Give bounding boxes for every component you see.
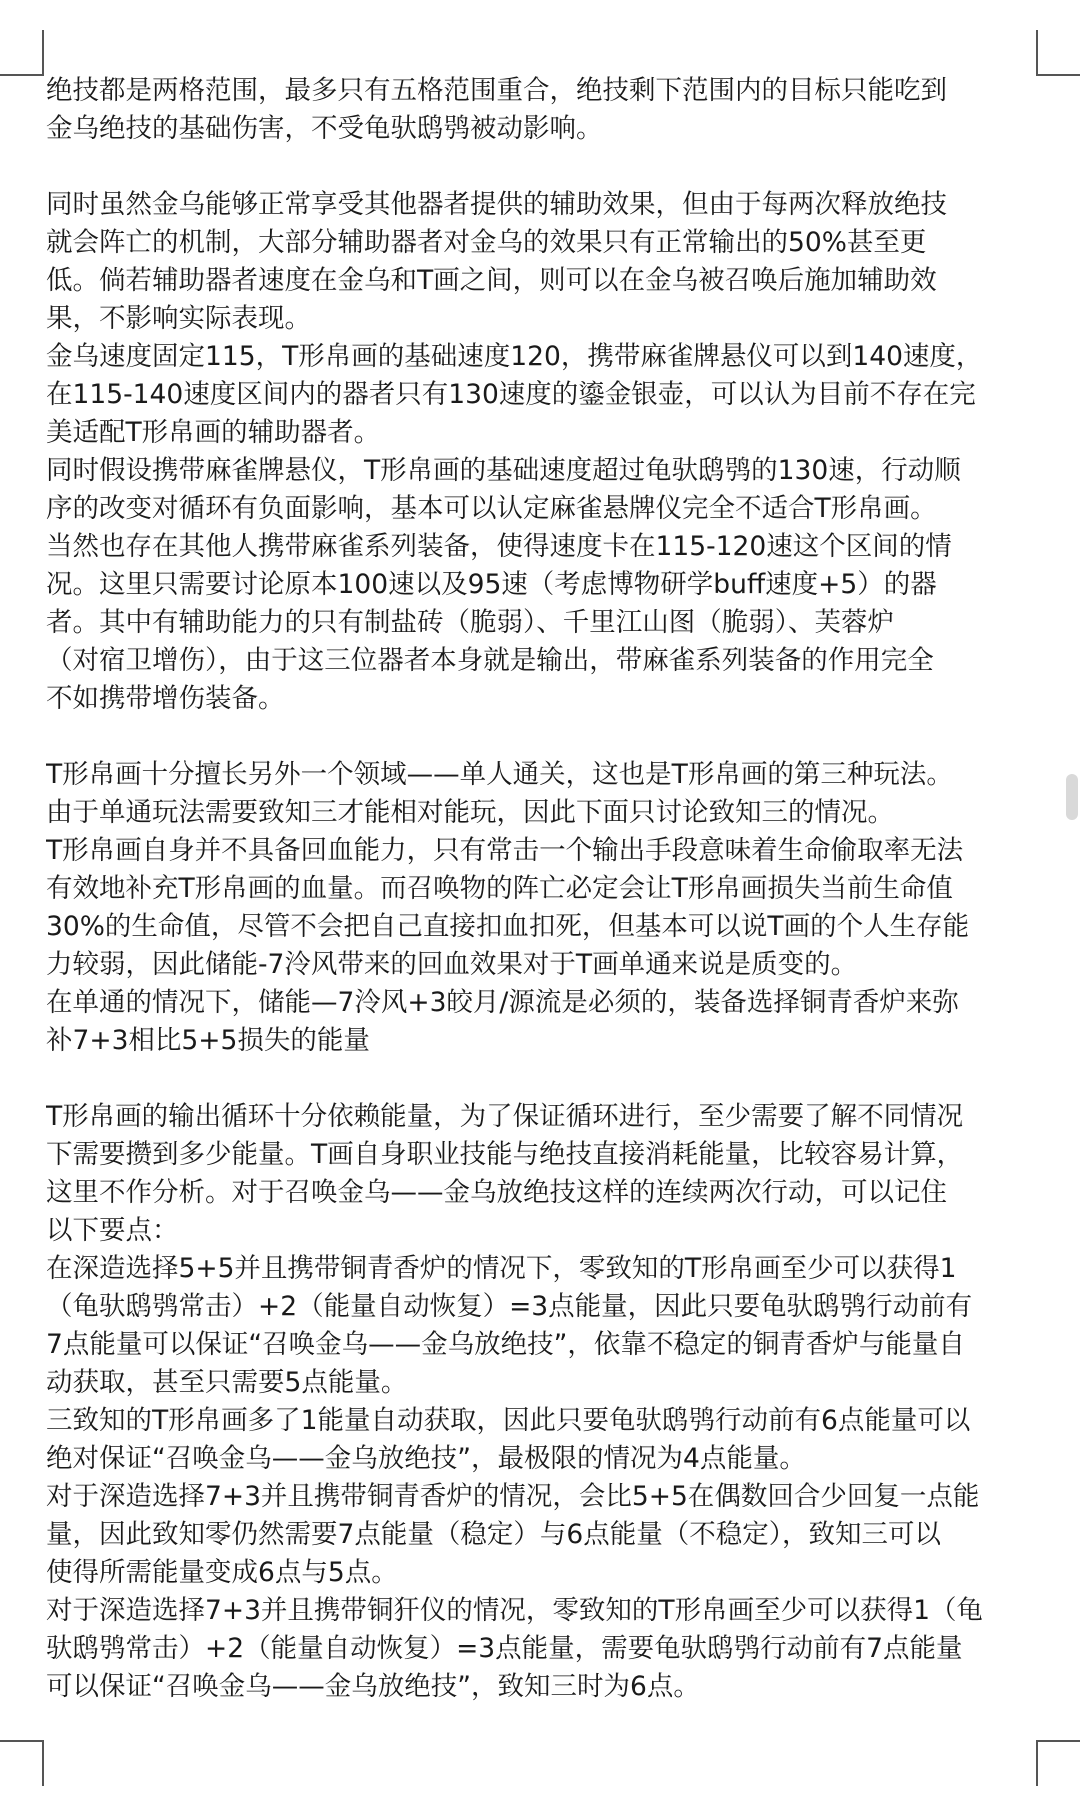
- text-line: 美适配T形帛画的辅助器者。: [46, 417, 381, 448]
- text-line: 使得所需能量变成6点与5点。: [46, 1557, 398, 1588]
- text-line: 同时假设携带麻雀牌悬仪，T形帛画的基础速度超过龟驮鸱鸮的130速，行动顺: [46, 455, 961, 486]
- text-line: 对于深造选择7+3并且携带铜犴仪的情况，零致知的T形帛画至少可以获得1（龟: [46, 1595, 983, 1626]
- text-line: 绝技都是两格范围，最多只有五格范围重合，绝技剩下范围内的目标只能吃到: [46, 75, 947, 106]
- text-line: 量，因此致知零仍然需要7点能量（稳定）与6点能量（不稳定），致知三可以: [46, 1519, 941, 1550]
- text-line: 动获取，甚至只需要5点能量。: [46, 1367, 408, 1398]
- text-line: 补7+3相比5+5损失的能量: [46, 1025, 370, 1056]
- crop-mark-top-right: [1036, 30, 1080, 76]
- text-line: 下需要攒到多少能量。T画自身职业技能与绝技直接消耗能量，比较容易计算，: [46, 1139, 964, 1170]
- paragraph-gap: [46, 718, 1036, 756]
- text-line: 低。倘若辅助器者速度在金乌和T画之间，则可以在金乌被召唤后施加辅助效: [46, 265, 937, 296]
- text-line: 可以保证“召唤金乌——金乌放绝技”，致知三时为6点。: [46, 1671, 700, 1702]
- text-line: 在深造选择5+5并且携带铜青香炉的情况下，零致知的T形帛画至少可以获得1: [46, 1253, 957, 1284]
- text-line: 就会阵亡的机制，大部分辅助器者对金乌的效果只有正常输出的50%甚至更: [46, 227, 927, 258]
- text-line: 果，不影响实际表现。: [46, 303, 311, 334]
- text-line: 驮鸱鸮常击）+2（能量自动恢复）=3点能量，需要龟驮鸱鸮行动前有7点能量: [46, 1633, 963, 1664]
- text-line: 有效地补充T形帛画的血量。而召唤物的阵亡必定会让T形帛画损失当前生命值: [46, 873, 953, 904]
- text-line: T形帛画的输出循环十分依赖能量，为了保证循环进行，至少需要了解不同情况: [46, 1101, 964, 1132]
- paragraph-gap: [46, 148, 1036, 186]
- text-line: 当然也存在其他人携带麻雀系列装备，使得速度卡在115-120速这个区间的情: [46, 531, 952, 562]
- text-line: 这里不作分析。对于召唤金乌——金乌放绝技这样的连续两次行动，可以记住: [46, 1177, 947, 1208]
- text-line: T形帛画十分擅长另外一个领域——单人通关，这也是T形帛画的第三种玩法。: [46, 759, 953, 790]
- text-line: 由于单通玩法需要致知三才能相对能玩，因此下面只讨论致知三的情况。: [46, 797, 894, 828]
- text-line: 不如携带增伤装备。: [46, 683, 285, 714]
- paragraph-gap: [46, 1060, 1036, 1098]
- text-line: 者。其中有辅助能力的只有制盐砖（脆弱）、千里江山图（脆弱）、芙蓉炉: [46, 607, 894, 638]
- text-line: 对于深造选择7+3并且携带铜青香炉的情况，会比5+5在偶数回合少回复一点能: [46, 1481, 980, 1512]
- text-line: （对宿卫增伤），由于这三位器者本身就是输出，带麻雀系列装备的作用完全: [46, 645, 934, 676]
- text-line: 在115-140速度区间内的器者只有130速度的鎏金银壶，可以认为目前不存在完: [46, 379, 976, 410]
- text-line: （龟驮鸱鸮常击）+2（能量自动恢复）=3点能量，因此只要龟驮鸱鸮行动前有: [46, 1291, 973, 1322]
- text-line: T形帛画自身并不具备回血能力，只有常击一个输出手段意味着生命偷取率无法: [46, 835, 964, 866]
- text-line: 30%的生命值，尽管不会把自己直接扣血扣死，但基本可以说T画的个人生存能: [46, 911, 970, 942]
- text-line: 况。这里只需要讨论原本100速以及95速（考虑博物研学buff速度+5）的器: [46, 569, 937, 600]
- crop-mark-top-left: [0, 30, 44, 76]
- document-body: [46, 72, 1036, 1706]
- text-line: 在单通的情况下，储能—7泠风+3皎月/源流是必须的，装备选择铜青香炉来弥: [46, 987, 959, 1018]
- text-line: 三致知的T形帛画多了1能量自动获取，因此只要龟驮鸱鸮行动前有6点能量可以: [46, 1405, 971, 1436]
- scroll-indicator[interactable]: [1066, 774, 1078, 820]
- text-line: 绝对保证“召唤金乌——金乌放绝技”，最极限的情况为4点能量。: [46, 1443, 806, 1474]
- text-line: 金乌速度固定115，T形帛画的基础速度120，携带麻雀牌悬仪可以到140速度，: [46, 341, 983, 372]
- crop-mark-bottom-right: [1036, 1740, 1080, 1786]
- text-line: 金乌绝技的基础伤害，不受龟驮鸱鸮被动影响。: [46, 113, 603, 144]
- text-line: 同时虽然金乌能够正常享受其他器者提供的辅助效果，但由于每两次释放绝技: [46, 189, 947, 220]
- text-line: 以下要点：: [46, 1215, 179, 1246]
- text-line: 力较弱，因此储能-7泠风带来的回血效果对于T画单通来说是质变的。: [46, 949, 858, 980]
- text-line: 序的改变对循环有负面影响，基本可以认定麻雀悬牌仪完全不适合T形帛画。: [46, 493, 937, 524]
- crop-mark-bottom-left: [0, 1740, 44, 1786]
- text-line: 7点能量可以保证“召唤金乌——金乌放绝技”，依靠不稳定的铜青香炉与能量自: [46, 1329, 965, 1360]
